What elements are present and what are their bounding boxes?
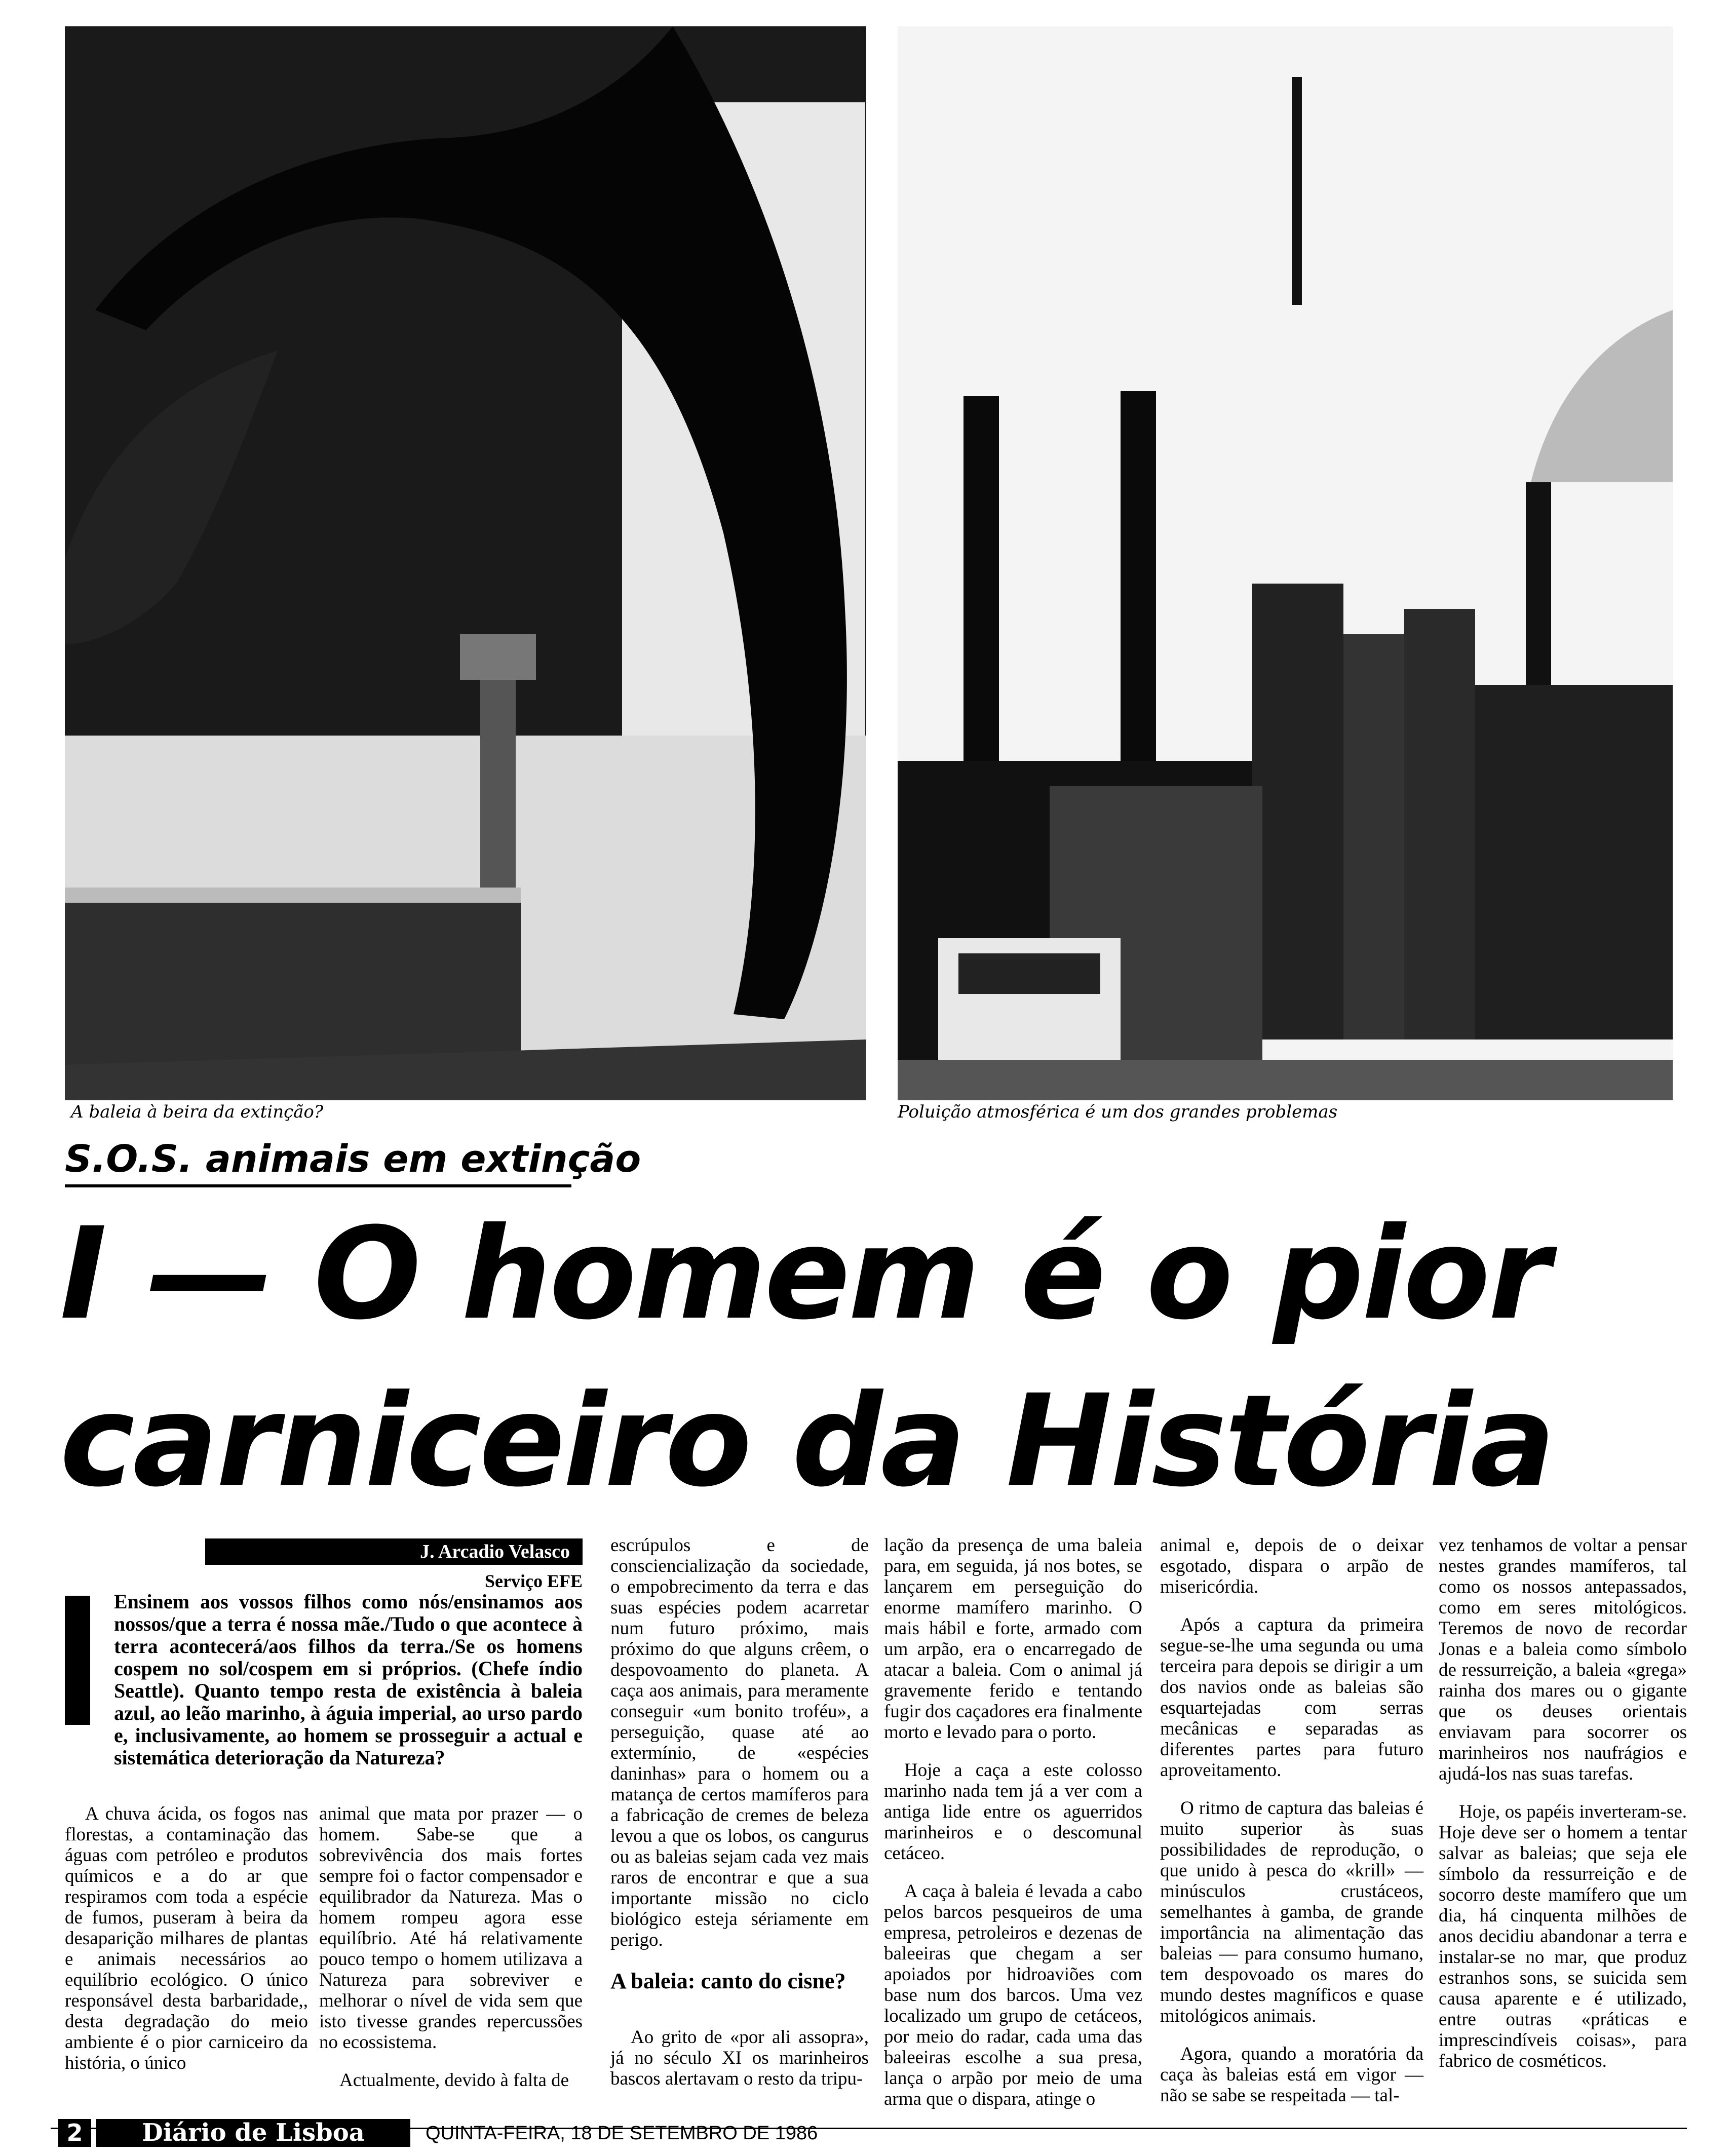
paragraph: lação da presença de uma baleia para, em seguida, já nos botes, se lançarem em perseguição do enorme mamífero marinho. O mais hábil e forte, armado com um arpão, era o encarregado de atacar a baleia. Com o animal já gravemente ferido e tentando fugir dos caçadores era finalmente morto e levado para o porto. [884,1535,1142,1743]
kicker-underline [65,1184,571,1187]
byline: J. Arcadio Velasco [420,1541,570,1562]
news-service: Serviço EFE [485,1571,583,1591]
pollution-photo-drawing [898,26,1673,1100]
paragraph: animal e, depois de o deixar esgotado, dispara o arpão de misericórdia. [1160,1535,1423,1597]
article-column-2 [319,1803,583,2108]
paragraph: Hoje, os papéis inverteram-se. Hoje deve ser o homem a tentar salvar as baleias; que seja ele símbolo da ressurreição e de socorro deste mamífero que um dia, há cinquenta milhões de anos decidiu abandonar a terra e instalar-se no mar, que produz estranhos sons, se suicida sem causa aparente e é utilizado, entre outras «práticas e imprescindíveis coisas», para fabrico de cosméticos. [1439,1801,1687,2071]
whale-photo-caption: A baleia à beira da extinção? [71,1102,324,1122]
paragraph: Actualmente, devido à falta de [339,2070,569,2091]
article-column-1 [65,1803,308,2091]
article-kicker: S.O.S. animais em extinção [65,1137,641,1181]
paragraph: animal que mata por prazer — o homem. Sabe-se que a sobrevivência dos mais fortes sempre foi o factor compensador e equilibrador da Natureza. Mas o homem rompeu agora esse equilíbrio. Até há relativamente pouco tempo o homem utilizava a Natureza para sobreviver e melhorar o nível de vida sem que isto tivesse grandes repercussões no ecossistema. [319,1803,583,2053]
paragraph: vez tenhamos de voltar a pensar nestes grandes mamíferos, tal como os nossos antepassados, como em seres mitológicos. Teremos de novo de recordar Jonas e a baleia como símbolo de ressurreição, a baleia «grega» rainha dos mares ou o gigante que os deuses orientais enviavam para socorrer os marinheiros nos naufrágios e ajudá-los nas suas tarefas. [1439,1535,1687,1784]
drop-cap [65,1596,90,1725]
paragraph: Após a captura da primeira segue-se-lhe uma segunda ou uma terceira para depois se dirigir a um dos navios onde as baleias são esquartejadas com serras mecânicas e separadas as diferentes partes para futuro aproveitamento. [1160,1614,1423,1781]
article-column-5 [1160,1535,1423,2123]
paragraph: Hoje a caça a este colosso marinho nada tem já a ver com a antiga lide entre os aguerridos marinheiros e o descomunal cetáceo. [884,1760,1142,1864]
subheading: A baleia: canto do cisne? [610,1969,846,1993]
pollution-photo-caption: Poluição atmosférica é um dos grandes problemas [898,1102,1338,1122]
issue-date: QUINTA-FEIRA, 18 DE SETEMBRO DE 1986 [426,2123,818,2144]
paragraph: O ritmo de captura das baleias é muito superior às suas possibilidades de reprodução, o que unido à pesca do «krill» — minúsculos crustáceos, semelhantes à gamba, de grande importância na alimentação das baleias — para consumo humano, tem despovoado os mares do mundo destes magníficos e quase mitológicos animais. [1160,1798,1423,2026]
whale-photo [65,26,866,1100]
article-lede: Ensinem aos vossos filhos como nós/ensinamos aos nossos/que a terra é nossa mãe./Tudo o que acontece à terra acontecerá/aos filhos da terra./Se os homens cospem no sol/cospem em si próprios. (Chefe índio Seattle). Quanto tempo resta de existência à baleia azul, ao leão marinho, à águia imperial, ao urso pardo e, inclusivamente, ao homem se prosseguir a actual e sistemática deterioração da Natureza? [114,1590,583,1769]
article-column-4 [884,1535,1142,2127]
whale-photo-drawing [65,26,866,1100]
article-column-6 [1439,1535,1687,2089]
newspaper-masthead: Diário de Lisboa [96,2119,410,2147]
article-column-3 [610,1535,869,2106]
page-number: 2 [58,2119,91,2147]
headline-line-1: I — O homem é o pior [60,1200,1549,1348]
paragraph: A chuva ácida, os fogos nas florestas, a contaminação das águas com petróleo e produtos químicos e a do ar que respiramos com toda a espécie de fumos, puseram à beira da desaparição milhares de plantas e animais necessários ao equilíbrio ecológico. O único responsável desta barbaridade,, desta degradação do meio ambiente é o pior carniceiro da história, o único [65,1803,308,2073]
paragraph: A caça à baleia é levada a cabo pelos barcos pesqueiros de uma empresa, petroleiros e dezenas de baleeiras que chegam a ser apoiados por hidroaviões com base num dos barcos. Uma vez localizado um grupo de cetáceos, por meio do radar, cada uma das baleeiras escolhe a sua presa, lança o arpão por meio de uma arma que o dispara, atinge o [884,1881,1142,2109]
paragraph: Agora, quando a moratória da caça às baleias está em vigor — não se sabe se respeitada — tal- [1160,2044,1423,2106]
pollution-photo [898,26,1673,1100]
headline-line-2: carniceiro da História [60,1367,1554,1515]
paragraph: Ao grito de «por ali assopra», já no século XI os marinheiros bascos alertavam o resto da tripu- [610,2027,869,2089]
paragraph: escrúpulos e de consciencialização da sociedade, o empobrecimento da terra e das suas espécies podem acarretar num futuro próximo, mais próximo do que alguns crêem, o despovoamento do planeta. A caça aos animais, para meramente conseguir «um bonito troféu», a perseguição, quase até ao extermínio, de «espécies daninhas» para o homem ou a matança de certos mamíferos para a fabricação de cremes de beleza levou a que os lobos, os cangurus ou as baleias sejam cada vez mais raros de encontrar e que a sua importante missão no ciclo biológico esteja sériamente em perigo. [610,1535,869,1950]
